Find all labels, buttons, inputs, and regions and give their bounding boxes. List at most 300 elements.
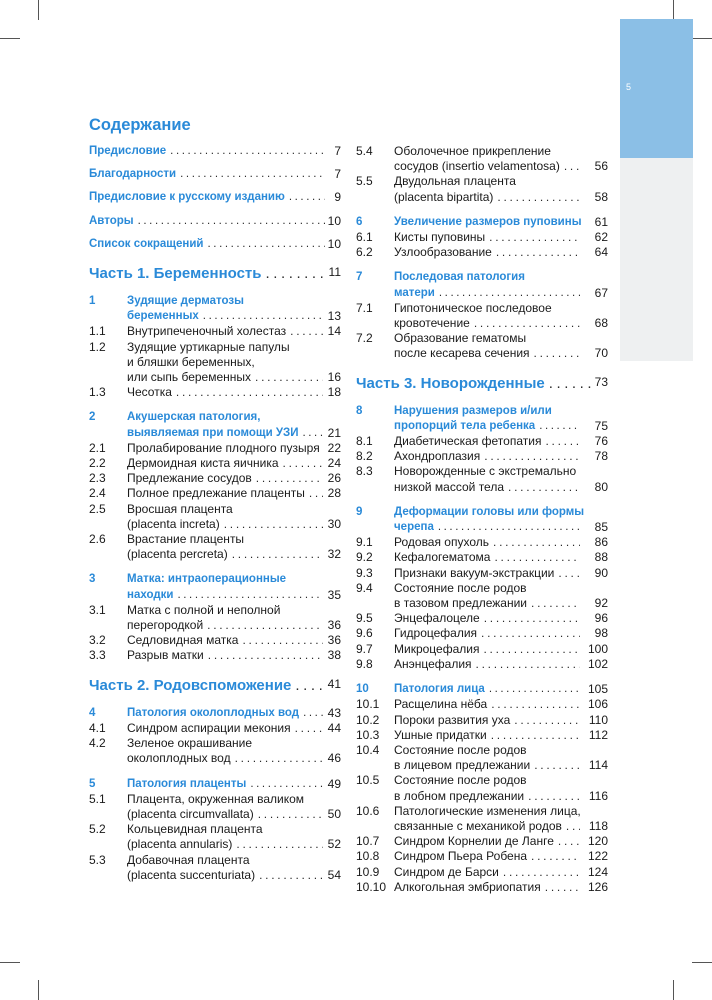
leader-dots <box>208 648 323 663</box>
toc-entry-number: 3.1 <box>89 602 106 617</box>
toc-entry-title: Оболочечное прикрепление <box>394 144 551 158</box>
toc-entry-number: 8 <box>356 404 363 417</box>
toc-entry-title: в тазовом предлежании . . . <box>394 596 584 611</box>
toc-entry-number: 5.3 <box>89 852 106 867</box>
toc-entry-page: 64 <box>594 245 608 260</box>
toc-entry-page: 35 <box>327 587 341 602</box>
toc-entry-page: 122 <box>587 849 608 864</box>
crop-mark <box>38 980 39 1000</box>
toc-entry-title: Анэнцефалия . . . <box>394 657 584 672</box>
toc-entry-page: 96 <box>594 611 608 626</box>
crop-mark <box>692 962 712 963</box>
toc-entry[interactable] <box>356 849 608 864</box>
toc-entry-number: 2.3 <box>89 471 106 486</box>
toc-entry-page: 9 <box>334 190 341 205</box>
toc-entry-page: 7 <box>334 144 341 158</box>
toc-entry-title: Диабетическая фетопатия . . . <box>394 434 584 449</box>
leader-dots <box>494 550 580 565</box>
leader-dots <box>258 807 323 822</box>
leader-dots <box>242 633 323 648</box>
toc-entry-page: 62 <box>594 230 608 245</box>
leader-dots <box>474 316 580 331</box>
toc-entry-title: Благодарности . . . <box>89 167 329 182</box>
toc-entry-page: 102 <box>587 656 608 671</box>
toc-entry-page: 21 <box>327 425 341 440</box>
toc-entry-number: 4 <box>89 706 96 719</box>
leader-dots <box>207 237 325 252</box>
toc-entry-page: 30 <box>327 516 341 531</box>
crop-mark <box>38 0 39 20</box>
toc-entry[interactable] <box>356 566 608 581</box>
toc-entry[interactable] <box>89 777 341 792</box>
toc-entry-number: 10.4 <box>356 742 380 757</box>
toc-entry-number: 10.10 <box>356 879 387 894</box>
toc-entry-title: Зеленое окрашивание <box>127 736 253 751</box>
toc-entry[interactable] <box>89 214 341 229</box>
toc-entry[interactable] <box>89 144 341 159</box>
leader-dots <box>138 214 325 229</box>
toc-entry-title: Часть 2. Родовспоможение . . . <box>89 676 329 696</box>
toc-entry[interactable] <box>89 190 341 205</box>
toc-entry[interactable] <box>356 550 608 565</box>
toc-entry-page: 41 <box>327 676 341 691</box>
toc-entry-title: Синдром Корнелии де Ланге . . . <box>394 834 584 849</box>
toc-entry-number: 7 <box>356 271 363 284</box>
toc-entry-number: 9.8 <box>356 656 373 671</box>
toc-entry-page: 126 <box>587 879 608 894</box>
crop-mark <box>673 0 674 20</box>
leader-dots <box>539 419 580 434</box>
toc-entry[interactable] <box>89 324 341 339</box>
leader-dots <box>484 611 580 626</box>
leader-dots <box>531 849 580 864</box>
toc-entry[interactable] <box>89 456 341 471</box>
toc-entry-title: связанные с механикой родов . . . <box>394 819 584 834</box>
toc-entry-title: Пролабирование плодного пузыря <box>127 440 320 455</box>
toc-entry-number: 2.4 <box>89 486 106 501</box>
toc-entry[interactable] <box>89 822 341 852</box>
toc-entry-page: 73 <box>594 374 608 389</box>
toc-entry-page: 78 <box>594 449 608 464</box>
toc-entry[interactable] <box>356 404 608 434</box>
leader-dots <box>558 566 580 581</box>
leader-dots <box>484 449 580 464</box>
toc-entry-title: Узлообразование . . . <box>394 245 584 260</box>
leader-dots <box>493 535 580 550</box>
toc-entry-number: 6 <box>356 215 363 228</box>
toc-entry[interactable] <box>356 535 608 550</box>
toc-entry-number: 5 <box>89 777 96 790</box>
toc-entry-title: Седловидная матка . . . <box>127 633 327 648</box>
toc-entry-number: 8.3 <box>356 464 373 479</box>
toc-entry[interactable] <box>356 728 608 743</box>
toc-entry-number: 3 <box>89 573 96 586</box>
leader-dots <box>503 865 580 880</box>
leader-dots <box>295 721 323 736</box>
toc-entry[interactable] <box>356 834 608 849</box>
leader-dots <box>439 286 580 301</box>
toc-entry-page: 105 <box>587 682 608 697</box>
toc-entry-title: Кефалогематома . . . <box>394 550 584 565</box>
toc-entry-title: находки . . . <box>127 588 327 603</box>
toc-entry-number: 8.1 <box>356 434 373 449</box>
toc-entry-title: Ахондроплазия . . . <box>394 449 584 464</box>
toc-entry-title: Чесотка . . . <box>127 385 327 400</box>
toc-entry[interactable] <box>89 294 341 324</box>
toc-entry[interactable] <box>356 697 608 712</box>
toc-entry-title: Признаки вакуум-экстракции . . . <box>394 566 584 581</box>
toc-entry-title: пропорций тела ребенка . . . <box>394 419 584 434</box>
toc-entry-page: 11 <box>328 265 341 280</box>
toc-entry-title: Предисловие к русскому изданию . . . <box>89 190 329 205</box>
toc-entry-page: 118 <box>588 818 608 833</box>
toc-entry-page: 70 <box>594 346 608 361</box>
toc-entry-number: 4.2 <box>89 736 106 751</box>
toc-entry-title: Микроцефалия . . . <box>394 642 584 657</box>
toc-entry-number: 5.1 <box>89 791 106 806</box>
toc-entry[interactable] <box>356 626 608 641</box>
toc-entry-title: Последовая патология <box>394 271 525 284</box>
toc-entry-title: Гидроцефалия . . . <box>394 626 584 641</box>
toc-entry-title: выявляемая при помощи УЗИ . . . <box>127 426 327 441</box>
leader-dots <box>177 588 323 603</box>
toc-entry[interactable] <box>89 441 341 456</box>
toc-entry-title: Нарушения размеров и/или <box>394 404 552 417</box>
toc-entry-page: 106 <box>587 697 608 712</box>
toc-entry[interactable] <box>356 230 608 245</box>
toc-entry-title: (placenta increta) . . . <box>127 517 327 532</box>
toc-entry-page: 58 <box>594 189 608 204</box>
page-number: 5 <box>626 82 632 92</box>
toc-entry-number: 10.8 <box>356 849 380 864</box>
toc-entry-title: Внутрипеченочный холестаз . . . <box>127 324 327 339</box>
toc-entry-page: 114 <box>588 758 608 773</box>
leader-dots <box>489 230 580 245</box>
toc-entry[interactable] <box>89 706 341 721</box>
toc-entry-page: 18 <box>327 385 341 400</box>
leader-dots <box>266 264 326 284</box>
toc-entry[interactable] <box>356 611 608 626</box>
toc-entry-number: 9.6 <box>356 626 373 641</box>
toc-entry-title: Состояние после родов <box>394 580 527 595</box>
toc-entry-number: 9 <box>356 505 363 518</box>
toc-entry-title: Родовая опухоль . . . <box>394 535 584 550</box>
toc-entry[interactable] <box>356 657 608 672</box>
leader-dots <box>176 385 323 400</box>
toc-entry[interactable] <box>356 301 608 331</box>
toc-entry-page: 88 <box>594 550 608 565</box>
toc-entry[interactable] <box>89 603 341 633</box>
toc-entry-title: (placenta succenturiata) . . . <box>127 868 327 883</box>
toc-entry-title: (placenta annularis) . . . <box>127 837 327 852</box>
toc-entry-page: 120 <box>587 834 608 849</box>
leader-dots <box>558 834 580 849</box>
toc-entry-title: в лобном предлежании . . . <box>394 789 584 804</box>
toc-entry-page: 46 <box>327 751 341 766</box>
toc-entry-title: Список сокращений . . . <box>89 237 329 252</box>
toc-entry-title: Образование гематомы <box>394 331 527 346</box>
leader-dots <box>255 370 323 385</box>
leader-dots <box>508 480 580 495</box>
leader-dots <box>545 434 580 449</box>
toc-entry[interactable] <box>89 721 341 736</box>
toc-entry-title: Синдром де Барси . . . <box>394 865 584 880</box>
toc-entry-title: околоплодных вод . . . <box>127 751 327 766</box>
leader-dots <box>566 819 580 834</box>
leader-dots <box>438 520 580 535</box>
leader-dots <box>290 324 323 339</box>
toc-entry-title: Часть 1. Беременность . . . <box>89 264 329 284</box>
toc-entry-title: Зудящие дерматозы <box>127 295 244 308</box>
toc-entry-title: Увеличение размеров пуповины <box>394 215 582 228</box>
toc-entry[interactable] <box>89 792 341 822</box>
toc-entry-page: 85 <box>594 520 608 535</box>
toc-entry-title: Патология околоплодных вод . . . <box>127 706 327 721</box>
leader-dots <box>534 758 580 773</box>
toc-entry-page: 100 <box>587 641 608 656</box>
leader-dots <box>302 426 323 441</box>
leader-dots <box>236 837 323 852</box>
toc-entry-number: 9.5 <box>356 611 373 626</box>
toc-entry-title: Расщелина нёба . . . <box>394 697 584 712</box>
toc-entry-page: 43 <box>327 705 341 720</box>
leader-dots <box>309 486 323 501</box>
toc-entry[interactable] <box>356 773 608 803</box>
crop-mark <box>0 962 20 963</box>
toc-entry-title: матери . . . <box>394 286 584 301</box>
toc-entry-title: Врастание плаценты <box>127 532 245 547</box>
toc-entry[interactable] <box>89 486 341 501</box>
toc-entry-number: 7.1 <box>356 300 373 315</box>
leader-dots <box>170 144 325 159</box>
toc-entry-title: Патологические изменения лица, <box>394 803 581 818</box>
leader-dots <box>259 868 323 883</box>
leader-dots <box>483 642 580 657</box>
toc-entry-number: 5.5 <box>356 174 373 189</box>
toc-entry-number: 2.1 <box>89 440 106 455</box>
toc-entry-title: кровотечение . . . <box>394 316 584 331</box>
toc-entry-title: Энцефалоцеле . . . <box>394 611 584 626</box>
toc-entry[interactable] <box>89 340 341 386</box>
toc-entry-title: Новорожденные с экстремально <box>394 464 577 479</box>
leader-dots <box>528 789 580 804</box>
toc-entry-number: 5.4 <box>356 144 373 158</box>
toc-entry[interactable] <box>356 505 608 535</box>
leader-dots <box>489 682 580 697</box>
toc-entry-page: 14 <box>327 324 341 339</box>
leader-dots <box>250 777 323 792</box>
toc-entry-title: Дермоидная киста яичника . . . <box>127 456 327 471</box>
toc-entry-page: 80 <box>594 479 608 494</box>
toc-entry-title: Вросшая плацента <box>127 501 233 516</box>
leader-dots <box>180 167 325 182</box>
leader-dots <box>496 245 580 260</box>
toc-entry[interactable] <box>356 581 608 611</box>
crop-mark <box>692 38 712 39</box>
toc-entry-page: 26 <box>327 471 341 486</box>
toc-entry[interactable] <box>356 449 608 464</box>
toc-entry-number: 10 <box>356 683 369 696</box>
toc-entry-page: 68 <box>594 316 608 331</box>
leader-dots <box>224 517 323 532</box>
page-tab-lower <box>620 158 693 361</box>
toc-entry[interactable] <box>356 642 608 657</box>
toc-entry-title: перегородкой . . . <box>127 618 327 633</box>
toc-entry-title: Матка: интраоперационные <box>127 573 287 586</box>
crop-mark <box>0 38 20 39</box>
toc-entry-page: 16 <box>327 370 341 385</box>
toc-entry-number: 5.2 <box>89 822 106 837</box>
toc-left-column <box>89 144 341 883</box>
toc-entry[interactable] <box>356 713 608 728</box>
toc-entry-page: 67 <box>594 285 608 300</box>
toc-entry[interactable] <box>356 270 608 300</box>
toc-entry[interactable] <box>89 264 341 284</box>
toc-entry-title: Двудольная плацента <box>394 174 516 189</box>
toc-entry-page: 75 <box>594 418 608 433</box>
toc-entry-number: 3.2 <box>89 633 106 648</box>
toc-entry-page: 92 <box>594 596 608 611</box>
toc-entry[interactable] <box>356 245 608 260</box>
leader-dots <box>232 547 323 562</box>
toc-entry[interactable] <box>89 167 341 182</box>
toc-entry[interactable] <box>356 374 608 394</box>
toc-entry-title: сосудов (insertio velamentosa) . . . <box>394 159 584 174</box>
toc-entry-number: 2.2 <box>89 456 106 471</box>
toc-entry-title: Деформации головы или формы <box>394 505 585 518</box>
toc-entry-page: 76 <box>594 434 608 449</box>
toc-entry-page: 116 <box>588 788 608 803</box>
toc-entry[interactable] <box>89 648 341 663</box>
toc-entry-title: Ушные придатки . . . <box>394 728 584 743</box>
toc-entry-number: 3.3 <box>89 648 106 663</box>
leader-dots <box>295 676 325 696</box>
toc-entry-title: Синдром Пьера Робена . . . <box>394 849 584 864</box>
toc-entry-page: 56 <box>594 159 608 174</box>
toc-entry-number: 6.1 <box>356 230 373 245</box>
toc-entry[interactable] <box>356 743 608 773</box>
toc-entry-title: Плацента, окруженная валиком <box>127 791 305 806</box>
toc-entry-page: 22 <box>327 440 341 455</box>
toc-entry[interactable] <box>356 434 608 449</box>
toc-entry[interactable] <box>356 682 608 697</box>
toc-entry-title: беременных . . . <box>127 309 327 324</box>
toc-entry-number: 7.2 <box>356 331 373 346</box>
toc-entry-title: Алкогольная эмбриопатия . . . <box>394 880 584 895</box>
toc-entry-page: 90 <box>594 565 608 580</box>
toc-right-column <box>356 144 608 895</box>
toc-entry-title: Матка с полной и неполной <box>127 602 281 617</box>
toc-entry-title: Синдром аспирации мекония . . . <box>127 721 327 736</box>
toc-entry-number: 9.3 <box>356 565 373 580</box>
toc-entry-number: 9.7 <box>356 641 373 656</box>
toc-entry-page: 86 <box>594 535 608 550</box>
leader-dots <box>549 374 592 394</box>
toc-entry-page: 13 <box>327 309 341 324</box>
toc-entry[interactable] <box>356 215 608 230</box>
toc-entry-title: или сыпь беременных . . . <box>127 370 327 385</box>
toc-entry[interactable] <box>356 174 608 204</box>
toc-entry-page: 50 <box>327 806 341 821</box>
toc-entry-number: 1 <box>89 295 96 308</box>
leader-dots <box>534 346 580 361</box>
leader-dots <box>491 728 580 743</box>
leader-dots <box>203 309 323 324</box>
toc-entry-number: 10.7 <box>356 834 380 849</box>
leader-dots <box>235 751 323 766</box>
toc-entry-number: 10.3 <box>356 727 380 742</box>
toc-entry-number: 6.2 <box>356 245 373 260</box>
toc-entry-title: Акушерская патология, <box>127 411 261 424</box>
leader-dots <box>545 880 580 895</box>
toc-entry-page: 38 <box>327 648 341 663</box>
toc-entry[interactable] <box>89 676 341 696</box>
toc-entry-title: Состояние после родов <box>394 773 527 788</box>
toc-entry-page: 10 <box>327 236 341 251</box>
leader-dots <box>531 596 580 611</box>
toc-entry[interactable] <box>356 331 608 361</box>
toc-entry-page: 28 <box>327 486 341 501</box>
toc-entry[interactable] <box>89 572 341 602</box>
toc-entry-title: Авторы . . . <box>89 214 329 229</box>
leader-dots <box>491 697 580 712</box>
toc-entry-number: 9.2 <box>356 550 373 565</box>
toc-entry-number: 8.2 <box>356 449 373 464</box>
toc-entry-number: 10.2 <box>356 712 380 727</box>
toc-entry[interactable] <box>356 144 608 174</box>
toc-entry[interactable] <box>89 532 341 562</box>
toc-entry[interactable] <box>89 237 341 252</box>
toc-entry-title: (placenta bipartita) . . . <box>394 190 584 205</box>
crop-mark <box>673 980 674 1000</box>
toc-entry[interactable] <box>89 410 341 440</box>
toc-entry-page: 54 <box>327 867 341 882</box>
leader-dots <box>283 456 323 471</box>
toc-entry-number: 2.5 <box>89 501 106 516</box>
leader-dots <box>476 657 580 672</box>
toc-entry-title: Зудящие уртикарные папулы <box>127 339 290 354</box>
toc-entry[interactable] <box>356 880 608 895</box>
toc-entry-title: Состояние после родов <box>394 742 527 757</box>
toc-entry[interactable] <box>89 502 341 532</box>
toc-entry-title: и бляшки беременных, <box>127 354 255 369</box>
leader-dots <box>497 190 580 205</box>
toc-entry-title: Добавочная плацента <box>127 852 250 867</box>
leader-dots <box>514 713 580 728</box>
toc-entry-title: Разрыв матки . . . <box>127 648 327 663</box>
toc-entry-page: 7 <box>334 167 341 182</box>
toc-entry[interactable] <box>89 633 341 648</box>
toc-entry-number: 10.5 <box>356 773 380 788</box>
toc-entry-title: после кесарева сечения . . . <box>394 346 584 361</box>
toc-entry-title: Предлежание сосудов . . . <box>127 471 327 486</box>
toc-entry[interactable] <box>356 865 608 880</box>
toc-entry[interactable] <box>89 385 341 400</box>
toc-entry-title: низкой массой тела . . . <box>394 480 584 495</box>
toc-entry-number: 10.1 <box>356 697 380 712</box>
leader-dots <box>481 626 580 641</box>
toc-entry[interactable] <box>89 736 341 766</box>
toc-entry-page: 61 <box>594 214 608 229</box>
toc-entry-title: Гипотоническое последовое <box>394 300 552 315</box>
toc-entry-title: Патология плаценты . . . <box>127 777 327 792</box>
toc-entry[interactable] <box>356 804 608 834</box>
toc-entry[interactable] <box>89 471 341 486</box>
toc-entry-page: 24 <box>327 456 341 471</box>
toc-entry[interactable] <box>89 853 341 883</box>
toc-entry[interactable] <box>356 464 608 494</box>
toc-entry-number: 1.1 <box>89 324 106 339</box>
